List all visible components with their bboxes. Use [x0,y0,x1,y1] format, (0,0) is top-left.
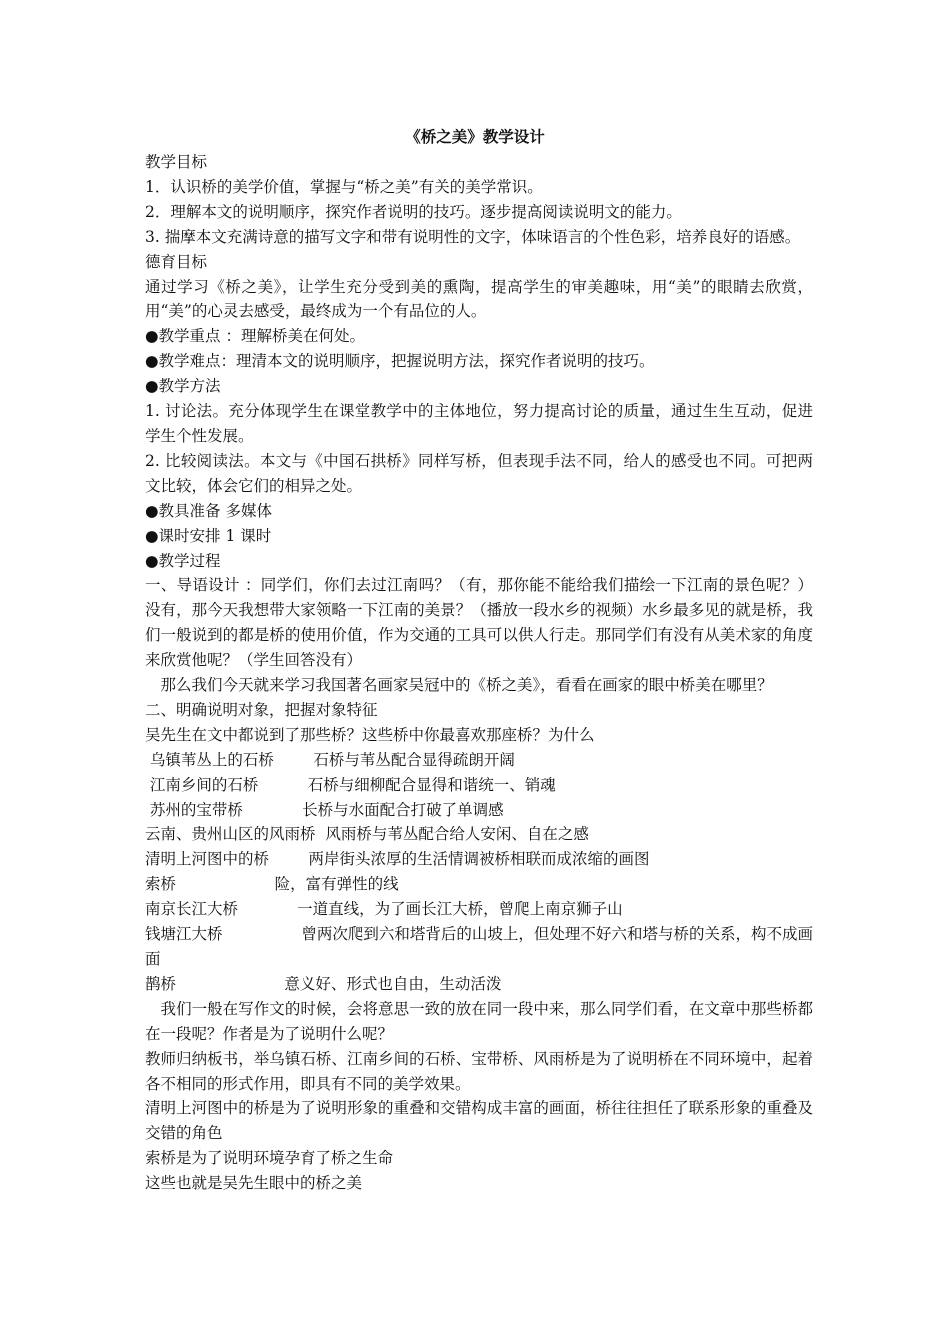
bridge-desc: 石桥与细柳配合显得和谐统一、销魂 [307,775,556,794]
bridge-desc: 石桥与苇丛配合显得疏朗开阔 [313,750,515,769]
bridge-desc: 风雨桥与苇丛配合给人安闲、自在之感 [325,825,589,844]
bridge-desc: 曾两次爬到六和塔背后的山坡上，但处理不好六和塔与桥的关系，构不成画面 [145,925,813,968]
class-hours: ●课时安排 1 课时 [145,526,272,545]
bridge-name: 云南、贵州山区的风雨桥 [145,825,316,844]
qingming-bridge-note: 清明上河图中的桥是为了说明形象的重叠和交错构成丰富的画面，桥往往担任了联系形象的重叠及交错的角色 [145,1099,813,1143]
bridge-row [145,798,813,823]
bridge-row [145,822,813,847]
moral-goal-text: 通过学习《桥之美》，让学生充分受到美的熏陶，提高学生的审美趣味，用“美”的眼睛去欣赏，用“美”的心灵去感受，最终成为一个有品位的人。 [145,277,813,321]
goal-item-2: 2．理解本文的说明顺序，探究作者说明的技巧。逐步提高阅读说明文的能力。 [145,202,682,221]
section-two-heading: 二、明确说明对象，把握对象特征 [145,700,378,719]
method-item-2: 2. 比较阅读法。本文与《中国石拱桥》同样写桥，但表现手法不同，给人的感受也不同。可把两文比较，体会它们的相异之处。 [145,451,813,495]
paragraph-grouping-question: 我们一般在写作文的时候，会将意思一致的放在同一段中来，那么同学们看，在文章中那些桥都在一段呢？作者是为了说明什么呢？ [145,999,813,1043]
bridge-row [145,872,813,897]
question-bridges: 吴先生在文中都说到了那些桥？这些桥中你最喜欢那座桥？为什么 [145,725,595,744]
conclusion-line: 这些也就是吴先生眼中的桥之美 [145,1174,363,1193]
cable-bridge-note: 索桥是为了说明环境孕育了桥之生命 [145,1149,394,1168]
teaching-tools: ●教具准备 多媒体 [145,501,272,520]
bridge-name: 南京长江大桥 [145,900,239,919]
bridge-row [145,897,813,922]
bridge-desc: 长桥与水面配合打破了单调感 [302,800,504,819]
bridge-row [145,748,813,773]
heading-moral-goals: 德育目标 [145,252,208,271]
bridge-desc: 意义好、形式也自由，生动活泼 [284,974,502,993]
goal-item-3: 3. 揣摩本文充满诗意的描写文字和带有说明性的文字，体味语言的个性色彩，培养良好的语感。 [145,227,801,246]
heading-process: ●教学过程 [145,551,221,570]
bridge-row [145,972,813,997]
bridge-name: 索桥 [145,875,177,894]
teacher-summary: 教师归纳板书，举乌镇石桥、江南乡间的石桥、宝带桥、风雨桥是为了说明桥在不同环境中，起着各不相同的形式作用，即具有不同的美学效果。 [145,1049,813,1093]
bridge-desc: 两岸街头浓厚的生活情调被桥相联而成浓缩的画图 [308,850,650,869]
bridge-desc: 一道直线，为了画长江大桥，曾爬上南京狮子山 [297,900,623,919]
goal-item-1: 1．认识桥的美学价值，掌握与“桥之美”有关的美学常识。 [145,177,543,196]
bridge-name: 清明上河图中的桥 [145,850,270,869]
bridge-name: 鹊桥 [145,974,177,993]
method-item-1: 1. 讨论法。充分体现学生在课堂教学中的主体地位，努力提高讨论的质量，通过生生互动，促进学生个性发展。 [145,402,813,445]
heading-teaching-goals: 教学目标 [145,153,208,171]
heading-methods: ●教学方法 [145,377,221,396]
key-point: ●教学重点 ：理解桥美在何处。 [145,327,365,346]
intro-design: 一、导语设计 ：同学们，你们去过江南吗？（有，那你能不能给我们描绘一下江南的景色呢？）没有，那今天我想带大家领略一下江南的美景？（播放一段水乡的视频）水乡最多见的就是桥，我们一般说到的都是桥的使用价值，作为交通的工具可以供人行走。那同学们有没有从美术家的角度来欣赏他呢？（学生回答没有） [145,576,813,670]
document-body [145,150,813,1196]
bridge-name: 钱塘江大桥 [145,925,223,944]
bridge-name: 江南乡间的石桥 [145,775,259,794]
document-title: 《桥之美》教学设计 [405,127,545,146]
difficult-point: ●教学难点：理清本文的说明顺序，把握说明方法，探究作者说明的技巧。 [145,352,655,371]
bridge-row-wrapped [145,922,813,972]
bridge-name: 苏州的宝带桥 [145,800,243,819]
bridge-name: 乌镇苇丛上的石桥 [145,750,274,769]
bridge-row [145,847,813,872]
bridge-desc: 险，富有弹性的线 [274,875,399,894]
intro-continue: 那么我们今天就来学习我国著名画家吴冠中的《桥之美》，看看在画家的眼中桥美在哪里？ [145,676,773,695]
bridge-row [145,773,813,798]
